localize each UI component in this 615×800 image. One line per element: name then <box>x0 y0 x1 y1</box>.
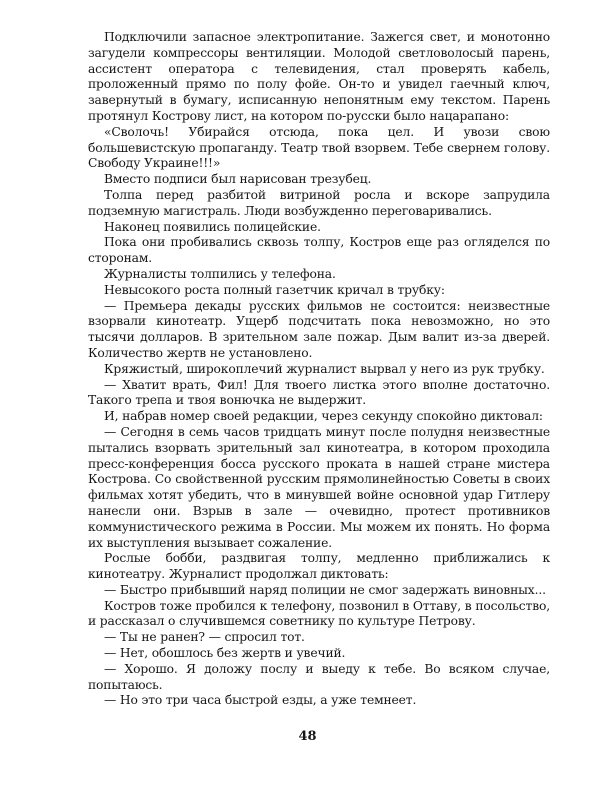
paragraph: — Премьера декады русских фильмов не состоится: неизвестные взорвали кинотеатр. Ущерб подсчитать пока невозможно, но это тысячи долларов. В зрительном зале пожар. Дым валит из-за дверей. Количество жертв не установлено. <box>88 298 550 360</box>
paragraph: Рослые бобби, раздвигая толпу, медленно приближались к кинотеатру. Журналист продолжал диктовать: <box>88 551 550 582</box>
paragraph: Невысокого роста полный газетчик кричал в трубку: <box>104 282 445 297</box>
paragraph: Подключили запасное электропитание. Зажегся свет, и монотонно загудели компрессоры вентиляции. Молодой светловолосый парень, ассистент оператора с телевидения, стал проверять кабель, проложенный прямо по полу фойе. Он-то и увидел гаечный ключ, завернутый в бумагу, исписанную непонятным ему текстом. Парень протянул Кострову лист, на котором по-русски было нацарапано: <box>88 30 550 123</box>
paragraph: И, набрав номер своей редакции, через секунду спокойно диктовал: <box>104 409 543 424</box>
paragraph: — Сегодня в семь часов тридцать минут после полудня неизвестные пытались взорвать зрительный зал кинотеатра, в котором проходила пресс-конференция босса русского проката в нашей стране мистера Кострова. Со свойственной русским прямолинейностью Советы в своих фильмах хотят убедить, что в минувшей войне основной удар Гитлеру нанесли они. Взрыв в зале — очевидно, протест противников коммунистического режима в России. Мы можем их понять. Но форма их выступления вызывает сожаление. <box>88 424 550 550</box>
paragraph: Толпа перед разбитой витриной росла и вскоре запрудила подземную магистраль. Люди возбужденно переговаривались. <box>88 187 550 218</box>
paragraph: — Быстро прибывший наряд полиции не смог задержать виновных... <box>104 582 546 597</box>
paragraph: Журналисты толпились у телефона. <box>104 266 336 281</box>
paragraph: Вместо подписи был нарисован трезубец. <box>104 172 372 187</box>
paragraph: — Нет, обошлось без жертв и увечий. <box>104 646 346 661</box>
page-number: 48 <box>298 729 317 744</box>
page-text <box>88 30 550 770</box>
paragraph: — Но это три часа быстрой езды, а уже темнеет. <box>104 693 417 708</box>
paragraph: Кряжистый, широкоплечий журналист вырвал у него из рук трубку. <box>104 361 545 376</box>
paragraph: — Хватит врать, Фил! Для твоего листка этого вполне достаточно. Такого трепа и твоя вонючка не выдержит. <box>88 377 550 408</box>
paragraph: «Сволочь! Убирайся отсюда, пока цел. И увози свою большевистскую пропаганду. Театр твой взорвем. Тебе свернем голову. Свободу Украине!!!» <box>88 124 550 171</box>
paragraph: — Ты не ранен? — спросил тот. <box>104 630 305 645</box>
paragraph: — Хорошо. Я доложу послу и выеду к тебе. Во всяком случае, попытаюсь. <box>88 661 550 692</box>
paragraph: Наконец появились полицейские. <box>104 219 321 234</box>
paragraph: Пока они пробивались сквозь толпу, Костров еще раз огляделся по сторонам. <box>88 235 550 266</box>
paragraph: Костров тоже пробился к телефону, позвонил в Оттаву, в посольство, и рассказал о случившемся советнику по культуре Петрову. <box>88 598 550 629</box>
